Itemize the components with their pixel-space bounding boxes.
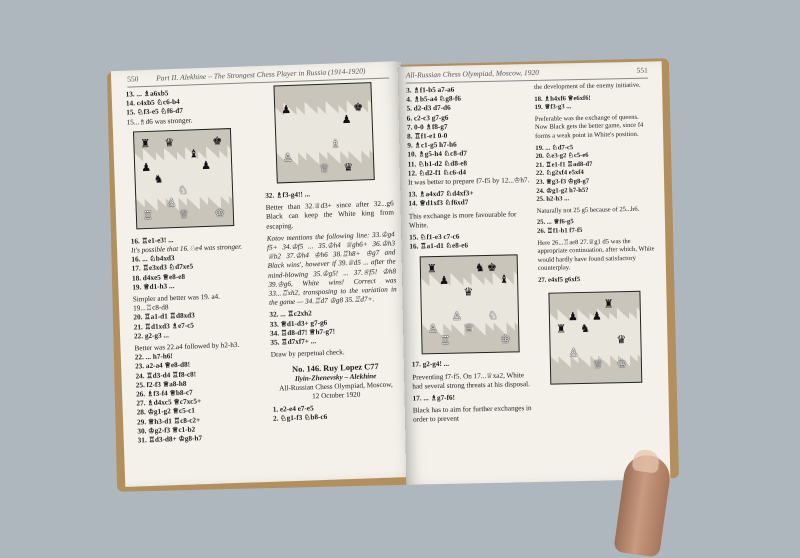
right-page (398, 61, 671, 484)
chess-diagram (133, 128, 234, 229)
game-players: Ilyin-Zhenevsky – Alekhine (294, 371, 377, 383)
move-line: 12. ♘d2-f1 ♘c6-d4 (407, 168, 467, 178)
move-line: 2. ♘g1-f3 ♘b8-c6 (272, 413, 328, 424)
chess-piece: ♛ (164, 135, 175, 150)
chess-piece: ♕ (464, 321, 475, 335)
chess-piece: ♗ (330, 137, 341, 151)
chess-piece: ♕ (319, 161, 330, 175)
move-line: 8. ♖f1-e1 0-0 (407, 131, 448, 141)
comment-paragraph: Better than 32.♕d3+ since after 32...g6 Black can keep the White king from escaping. (265, 199, 395, 231)
move-line: 18. d4xe5 ♕e8-e8 (131, 272, 186, 283)
move-line: 13. ... ♗a6xb5 (125, 89, 169, 99)
chess-diagram (420, 255, 520, 355)
move-line: 9. ♗c1-g5 h7-h6 (407, 140, 457, 150)
move-line: 13. ♗a4xd7 ♘d4xf3+ (408, 189, 474, 199)
right-column-2 (534, 81, 658, 385)
comment-line: Draw by perpetual check. (270, 348, 345, 360)
move-line: 27. ♗d4xc5 ♕c7xc5+ (136, 397, 202, 408)
comment-paragraph: Preferable was the exchange of queens. Now Black gets the better game, since f4 forms a weak point in White's position. (534, 113, 644, 140)
chess-piece: ♚ (486, 261, 497, 275)
move-line: 19. ♕f3-g3 ... (534, 103, 572, 112)
chess-piece: ♞ (153, 172, 164, 186)
move-line: 19. ♕d1-h3 ... (132, 281, 175, 292)
comment-line: Better was 22.a4 followed by h2-h3. (134, 340, 240, 353)
move-line: 21. ♖e1-f1 ♖ad8-d7 (535, 160, 593, 169)
move-line: 26. ♖f1-h1 f7-f5 (537, 226, 583, 235)
left-head-title: Part II. Alekhine – The Strongest Chess Player in Russia (1914-1920) (156, 66, 366, 83)
move-line: 35. ♖d7xf7+ ... (270, 337, 317, 347)
move-line: 24. ♔g1-g2 h7-h5? (536, 186, 589, 195)
game-title: No. 146. Ruy Lopez C77 (291, 362, 379, 375)
comment-line: 15...♗d6 was stronger. (126, 115, 193, 127)
move-line: 15. ♘f3-e5 ♘f6-d7 (126, 107, 184, 118)
move-line: 17. g2-g4! ... (411, 360, 450, 370)
move-line: 10. ♗g5-h4 ♘c8-d7 (407, 149, 467, 160)
move-line: 25. ... ♕f6-g5 (536, 218, 574, 227)
left-page (111, 61, 415, 487)
comment-paragraph: Naturally not 25 g5 because of 25...h6. (536, 205, 640, 215)
move-line: 5. d2-d3 d7-d6 (406, 104, 451, 114)
left-page-number: 550 (126, 74, 139, 84)
right-running-head (406, 66, 648, 84)
chess-piece: ♜ (140, 136, 151, 151)
chess-piece: ♔ (616, 357, 627, 371)
left-column-1 (126, 86, 266, 446)
chess-piece: ♜ (426, 262, 437, 276)
comment-line: It's possible that 16.♘e4 was stronger. (130, 242, 243, 255)
move-line: 19. ... ♘d7-c5 (535, 143, 574, 152)
move-line: 3. ♗f1-b5 a7-a6 (406, 85, 455, 95)
comment-paragraph: Here 26...♖ae8 27.♕g1 d5 was the appropriate continuation, after which, White would hardly have found satisfactory counterplay. (537, 237, 655, 273)
move-line: 1. e2-e4 e7-e5 (272, 404, 314, 415)
move-line: 18. ♗h4xf6 ♕e6xf6! (534, 94, 591, 103)
move-line: 29. ♕h3-d1 ♖c8-c2+ (136, 415, 201, 427)
chess-piece: ♘ (487, 309, 498, 323)
chess-piece: ♚ (353, 100, 364, 114)
move-line: 11. ♘b1-d2 ♘d8-e8 (407, 159, 468, 169)
move-line: 25. f2-f3 ♕a8-h8 (135, 379, 187, 390)
comment-paragraph: This exchange is more favourable for White. (408, 209, 517, 230)
move-line: 20. ♖a1-d1 ♖d8xd3 (133, 311, 195, 322)
chess-piece: ♔ (214, 206, 225, 220)
left-column-2 (261, 81, 401, 424)
chess-piece: ♜ (603, 297, 614, 312)
chess-piece: ♟ (200, 158, 212, 172)
comment-paragraph: Black has to aim for further exchanges in order to prevent (412, 404, 532, 425)
move-line: 27. e4xf5 g6xf5 (538, 275, 581, 284)
comment-paragraph: the development of the enemy initiative. (534, 81, 641, 91)
chess-piece: ♙ (451, 309, 462, 324)
move-line: 22. g2-g3 ... (133, 331, 169, 341)
chess-piece: ♕ (178, 207, 189, 221)
move-line: 22. ... h7-h6! (134, 352, 173, 362)
move-line: 17. ♖e3xd3 ♘d7xe5 (131, 262, 194, 273)
chess-piece: ♜ (556, 322, 567, 337)
move-line: 21. ♖d1xd3 ♗e7-c5 (133, 321, 195, 332)
chess-piece: ♝ (188, 146, 199, 161)
chess-diagram (273, 82, 374, 183)
move-line: 24. ♖d3-d4 ♖f8-c8! (135, 370, 197, 381)
game-event: All-Russian Chess Olympiad, Moscow, (279, 380, 393, 393)
move-line: 23. a2-a4 ♕e8-d8! (135, 361, 191, 371)
move-line: 30. ♔g2-f3 ♕c1-b2 (137, 425, 196, 436)
chess-diagram (548, 291, 642, 385)
move-line: 14. c4xb5 ♘c6-b4 (125, 98, 180, 108)
chess-piece: ♙ (428, 322, 439, 336)
comment-paragraph: Preventing f7-f5. On 17...♕xa2, White had several strong threats at his disposal. (412, 370, 530, 391)
chess-piece: ♙ (568, 346, 579, 360)
chess-piece: ♟ (567, 310, 578, 324)
chess-piece: ♟ (281, 102, 292, 117)
move-line: 32. ♗f3-g4!! ... (265, 190, 311, 200)
move-line: 26. ♗f3-f4 ♕b8-c7 (135, 388, 193, 399)
chess-piece: ♖ (142, 208, 153, 222)
move-line: 25. h2-h3 ... (536, 195, 570, 204)
move-line: 31. ♖d3-d8+ ♔g8-h7 (137, 434, 203, 445)
chess-piece: ♞ (474, 261, 485, 275)
chess-piece: ♙ (166, 195, 177, 210)
chess-piece: ♝ (498, 272, 510, 287)
move-line: 23. ♕g3-f3 ♔g8-g7 (536, 177, 590, 186)
comment-paragraph: It was better to prepare f7-f5 by 12...♔h7. (407, 176, 530, 187)
move-line: 32. ... ♖c2xh2 (269, 309, 312, 320)
chess-piece: ♛ (463, 285, 474, 299)
comment-paragraph: Kotov mentions the following line: 33.♔g4 f5+ 34.♔f5 ... 35.♔h4 ♕gh6+ 36.♔h3 ♕b2 37.♔h4 ♔h6 38.♖h8+ ♔g7 and Black wins', however if 39.♕d5 ... after the mind-blowing 35.♔g5! ... 37.♕f5! ♔h8 39.♔g6, White wins! Correct was 33...♖xh2, transposing to the variation in the game — 34.♖d7 ♔g8 35.♖d7+. (266, 230, 397, 308)
chess-piece: ♘ (177, 183, 189, 197)
move-line: 17. ... ♗g7-f6! (412, 393, 456, 403)
chess-piece: ♕ (592, 358, 603, 372)
move-line: 15. ♘f1-e3 c7-c6 (409, 232, 460, 242)
comment-line: Simpler and better was 19. a4. (132, 292, 221, 304)
move-line: 16. ♖a1-d1 ♘e8-e6 (409, 241, 469, 251)
chess-piece: ♟ (341, 112, 352, 127)
move-line: 14. ♕d1xf3 ♘f6xd7 (408, 198, 469, 209)
chess-piece: ♟ (591, 310, 602, 324)
game-date: 12 October 1920 (312, 390, 361, 401)
right-column-1 (406, 84, 535, 425)
move-line: 33. ♕d1-d3+ g7-g6 (269, 318, 328, 329)
move-line: 16. ♖e1-e3! ... (130, 235, 174, 246)
chess-piece: ♛ (343, 160, 354, 175)
comment-line: 19...♖c8-d8 (132, 303, 169, 313)
move-line: 28. ♔g1-g2 ♕c5-c1 (136, 406, 196, 417)
chess-piece: ♞ (580, 322, 591, 336)
move-line: 7. 0-0 ♗f8-g7 (406, 122, 448, 132)
chess-piece: ♛ (616, 333, 627, 347)
move-line: 22. ♘g2xf4 e5xf4 (535, 169, 584, 178)
chess-piece: ♙ (282, 150, 294, 165)
move-line: 4. ♗b5-a4 ♘g8-f6 (406, 94, 462, 104)
chess-piece: ♔ (500, 332, 511, 347)
chess-piece: ♚ (212, 134, 223, 148)
chess-piece: ♟ (140, 160, 152, 174)
chess-piece: ♟ (439, 274, 450, 288)
chess-piece: ♖ (440, 334, 451, 348)
move-line: 34. ♖d8-d7! ♕h7-g7! (269, 327, 336, 338)
right-page-number: 551 (636, 65, 648, 75)
move-line: 6. c2-c3 g7-g6 (406, 113, 449, 123)
right-head-title: All-Russian Chess Olympiad, Moscow, 1920 (405, 67, 540, 80)
move-line: 16. ... ♘b4xd3 (131, 254, 175, 264)
move-line: 20. ♘e3-g2 ♘c5-e6 (535, 151, 589, 161)
